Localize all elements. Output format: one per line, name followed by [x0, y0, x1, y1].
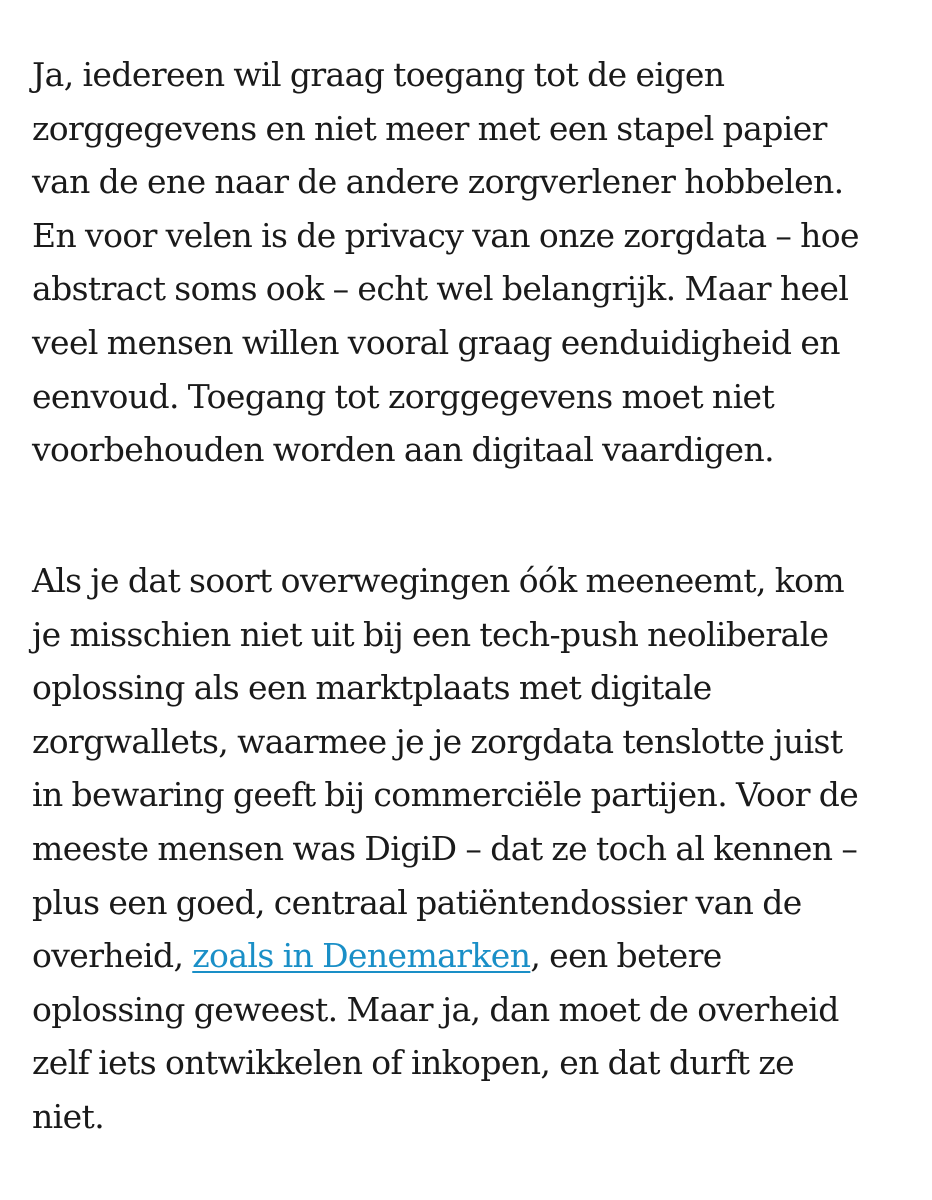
text-line: in bewaring geeft bij commerciële partijen. Voor de [32, 775, 859, 815]
text-line-with-link [32, 929, 912, 983]
text-line: Als je dat soort overwegingen óók meeneemt, kom [32, 561, 845, 600]
text-line: zorggegevens en niet meer met een stapel papier [32, 108, 827, 148]
text-line: plus een goed, centraal patiëntendossier van de [32, 882, 802, 922]
denemarken-link[interactable]: zoals in Denemarken [192, 936, 531, 976]
text-line: eenvoud. Toegang tot zorggegevens moet niet [32, 376, 775, 416]
article-body [32, 48, 912, 1136]
text-line: je misschien niet uit bij een tech-push neoliberale [32, 614, 829, 654]
text-line: niet. [32, 1096, 105, 1136]
link-line-before: overheid, [32, 936, 193, 976]
text-line: voorbehouden worden aan digitaal vaardigen. [32, 430, 775, 470]
text-line: abstract soms ook – echt wel belangrijk. Maar heel [32, 269, 849, 309]
link-line-after: , een betere [530, 936, 722, 976]
text-line: Ja, iedereen wil graag toegang tot de eigen [32, 55, 725, 94]
text-line: oplossing geweest. Maar ja, dan moet de overheid [32, 989, 839, 1029]
text-line: van de ene naar de andere zorgverlener hobbelen. [32, 162, 844, 202]
text-line: meeste mensen was DigiD – dat ze toch al kennen – [32, 828, 858, 868]
text-line: veel mensen willen vooral graag eenduidigheid en [32, 322, 840, 362]
paragraph-1 [32, 48, 912, 477]
text-line: zorgwallets, waarmee je je zorgdata tenslotte juist [32, 721, 843, 761]
text-line: oplossing als een marktplaats met digitale [32, 668, 712, 708]
text-line: En voor velen is de privacy van onze zorgdata – hoe [32, 215, 859, 255]
paragraph-2 [32, 554, 912, 1144]
text-line: zelf iets ontwikkelen of inkopen, en dat durft ze [32, 1043, 795, 1083]
